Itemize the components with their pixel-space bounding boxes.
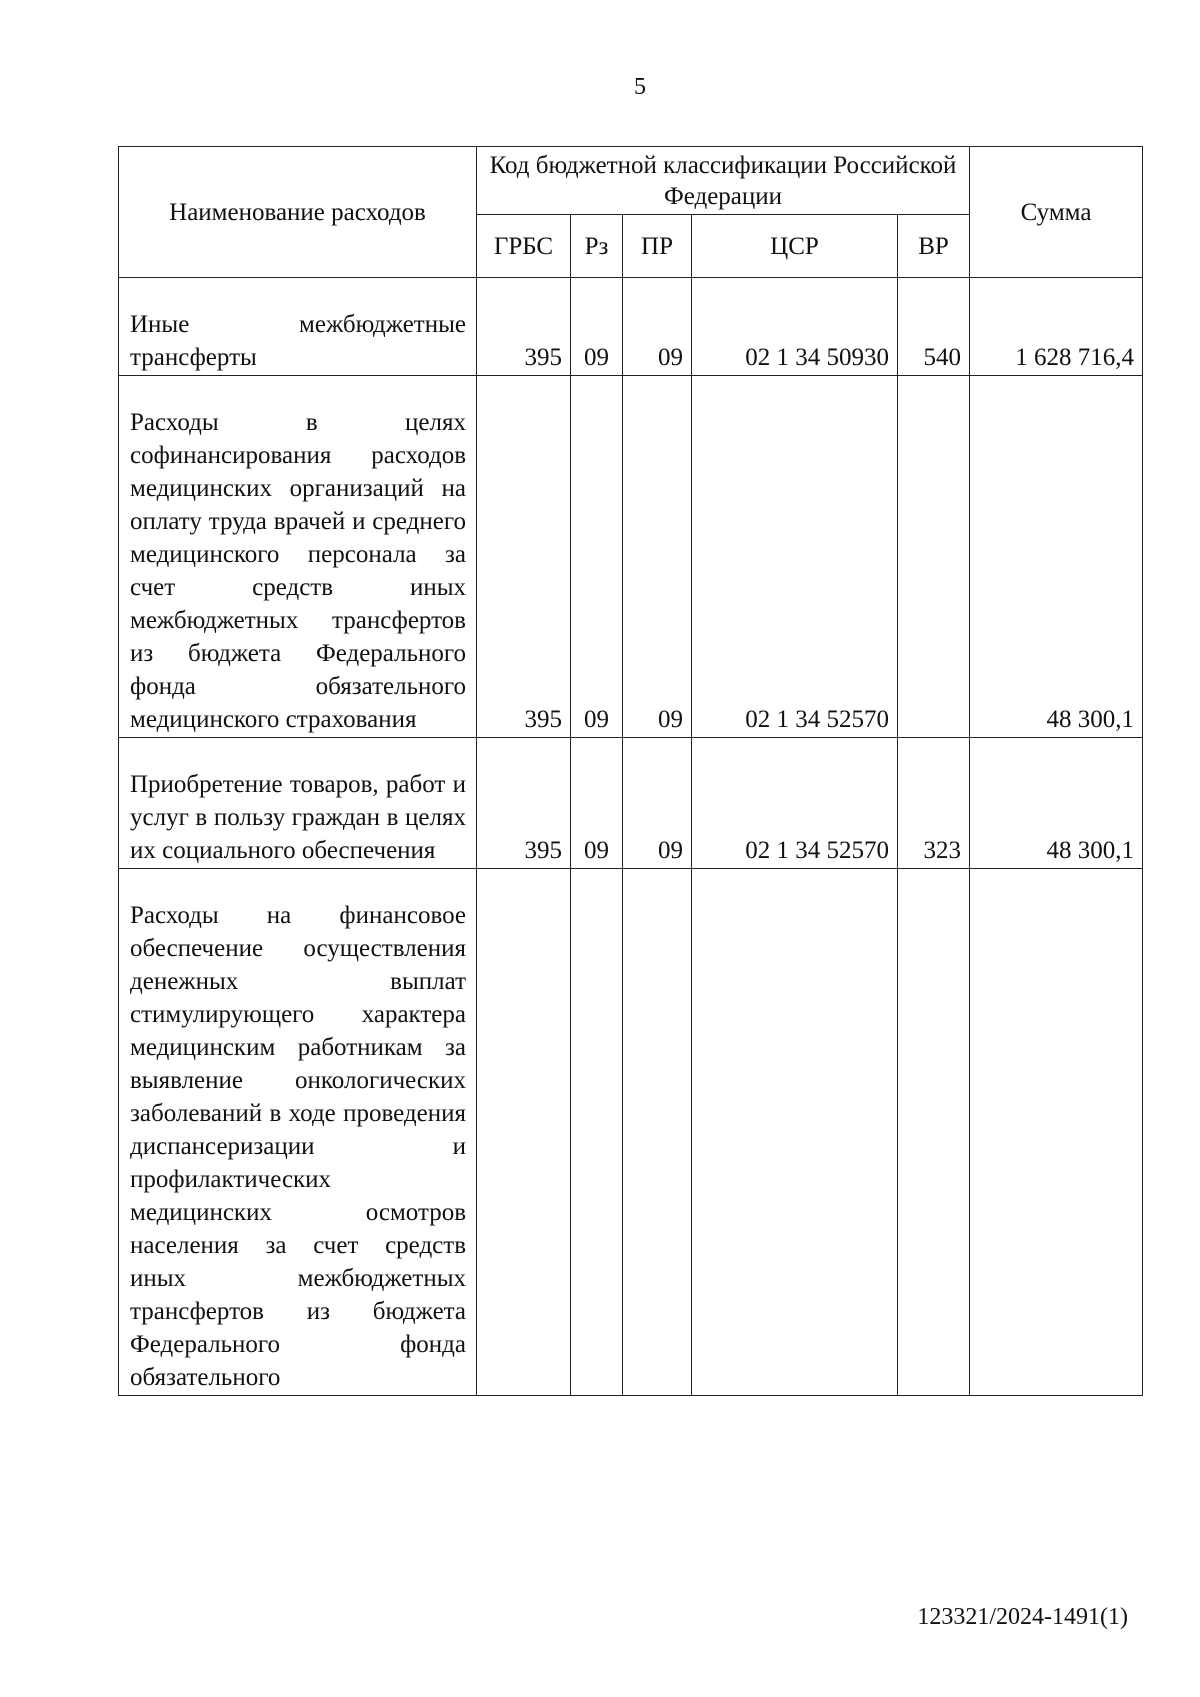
- row-name: Приобретение товаров, работ и услуг в пользу граждан в целях их социального обеспечения: [130, 771, 466, 864]
- row-grbs: [477, 869, 571, 1396]
- table-row: [119, 869, 1143, 1396]
- row-vr: [898, 376, 970, 738]
- document-number: 123321/2024-1491(1): [917, 1604, 1128, 1630]
- row-pr: 09: [623, 278, 692, 376]
- header-sum: Сумма: [970, 147, 1143, 278]
- row-name: Расходы в целях софинансирования расходов медицинских организаций на оплату труда врачей и среднего медицинского персонала за счет средств иных межбюджетных трансфертов из бюджета Федерального фонда обязательного медицинского страхования: [130, 409, 466, 733]
- row-name: Иные межбюджетные трансферты: [130, 311, 466, 371]
- table-row: [119, 376, 1143, 738]
- page-number: 5: [634, 74, 646, 100]
- header-name: Наименование расходов: [119, 147, 477, 278]
- row-grbs: 395: [477, 278, 571, 376]
- row-pr: [623, 869, 692, 1396]
- table-row: [119, 738, 1143, 869]
- header-grbs: ГРБС: [477, 215, 571, 278]
- row-sum: 1 628 716,4: [970, 278, 1143, 376]
- row-grbs: 395: [477, 376, 571, 738]
- row-sum: 48 300,1: [970, 376, 1143, 738]
- row-rz: 09: [571, 376, 623, 738]
- row-rz: 09: [571, 738, 623, 869]
- row-pr: 09: [623, 738, 692, 869]
- row-rz: 09: [571, 278, 623, 376]
- row-csr: 02 1 34 52570: [692, 738, 898, 869]
- header-rz: Рз: [571, 215, 623, 278]
- header-pr: ПР: [623, 215, 692, 278]
- row-csr: 02 1 34 50930: [692, 278, 898, 376]
- row-pr: 09: [623, 376, 692, 738]
- row-rz: [571, 869, 623, 1396]
- row-sum: 48 300,1: [970, 738, 1143, 869]
- header-code-group: Код бюджетной классификации Российской Федерации: [477, 147, 970, 215]
- row-csr: 02 1 34 52570: [692, 376, 898, 738]
- table-row: [119, 278, 1143, 376]
- row-vr: 323: [898, 738, 970, 869]
- header-csr: ЦСР: [692, 215, 898, 278]
- budget-expenses-table: [118, 146, 1143, 1396]
- row-csr: [692, 869, 898, 1396]
- row-grbs: 395: [477, 738, 571, 869]
- row-sum: [970, 869, 1143, 1396]
- row-vr: 540: [898, 278, 970, 376]
- row-vr: [898, 869, 970, 1396]
- row-name: Расходы на финансовое обеспечение осуществления денежных выплат стимулирующего характера медицинским работникам за выявление онкологических заболеваний в ходе проведения диспансеризации и профилактических медицинских осмотров населения за счет средств иных межбюджетных трансфертов из бюджета Федерального фонда обязательного: [130, 902, 466, 1391]
- header-vr: ВР: [898, 215, 970, 278]
